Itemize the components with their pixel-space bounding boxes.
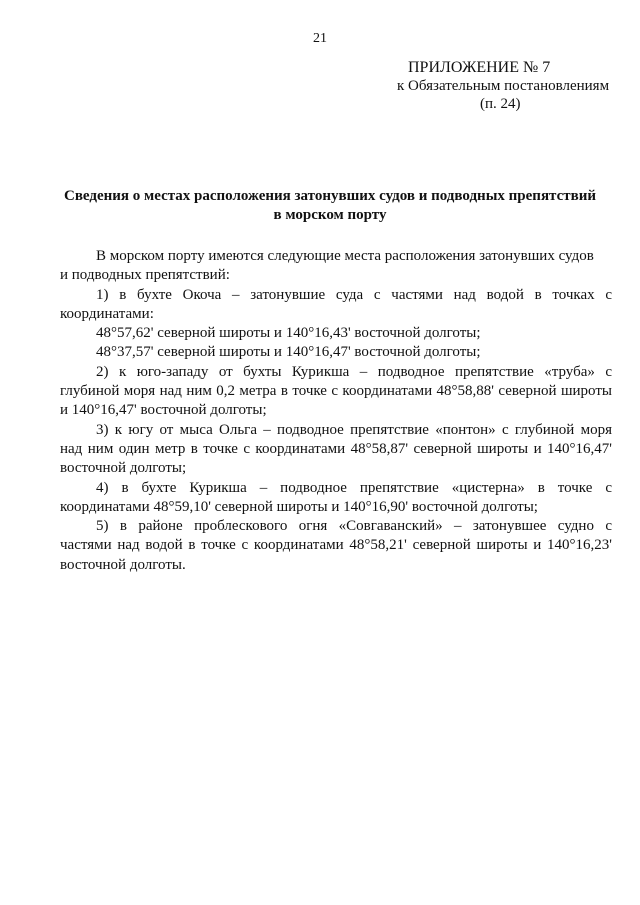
item-4-line-1: 4) в бухте Курикша – подводное препятствие «цистерна» в точке с bbox=[96, 479, 612, 496]
appendix-title: ПРИЛОЖЕНИЕ № 7 bbox=[408, 59, 551, 76]
intro-line-2: и подводных препятствий: bbox=[60, 267, 230, 284]
item-5-line-3: восточной долготы. bbox=[60, 556, 186, 573]
appendix-reference: (п. 24) bbox=[480, 96, 521, 112]
heading-line-1: Сведения о местах расположения затонувших судов и подводных препятствий bbox=[63, 188, 597, 204]
item-5-line-1: 5) в районе проблескового огня «Совгаванский» – затонувшее судно с bbox=[96, 518, 612, 535]
heading-line-2: в морском порту bbox=[273, 207, 387, 223]
item-4-line-2: координатами 48°59,10' северной широты и 140°16,90' восточной долготы; bbox=[60, 498, 538, 515]
item-2-line-3: и 140°16,47' восточной долготы; bbox=[60, 402, 267, 419]
item-1-coordinate-1: 48°57,62' северной широты и 140°16,43' восточной долготы; bbox=[96, 325, 481, 342]
item-2-line-1: 2) к юго-западу от бухты Курикша – подводное препятствие «труба» с bbox=[96, 363, 612, 380]
document-body bbox=[60, 247, 612, 575]
item-3-line-1: 3) к югу от мыса Ольга – подводное препятствие «понтон» с глубиной моря bbox=[96, 421, 612, 438]
item-3-line-3: восточной долготы; bbox=[60, 460, 187, 477]
item-1-line-1: 1) в бухте Окоча – затонувшие суда с частями над водой в точках с bbox=[96, 286, 612, 303]
item-1-coordinate-2: 48°37,57' северной широты и 140°16,47' восточной долготы; bbox=[96, 344, 481, 361]
item-1-line-2: координатами: bbox=[60, 305, 154, 322]
appendix-header bbox=[360, 59, 630, 113]
item-3-line-2: над ним один метр в точке с координатами 48°58,87' северной широты и 140°16,47' bbox=[60, 440, 612, 457]
appendix-subtitle: к Обязательным постановлениям bbox=[397, 78, 610, 94]
intro-line-1: В морском порту имеются следующие места расположения затонувших судов bbox=[96, 248, 594, 264]
document-heading bbox=[60, 187, 600, 225]
item-5-line-2: частями над водой в точке с координатами 48°58,21' северной широты и 140°16,23' bbox=[60, 537, 612, 554]
item-2-line-2: глубиной моря над ним 0,2 метра в точке с координатами 48°58,88' северной широты bbox=[60, 383, 612, 400]
page-number: 21 bbox=[313, 31, 327, 46]
